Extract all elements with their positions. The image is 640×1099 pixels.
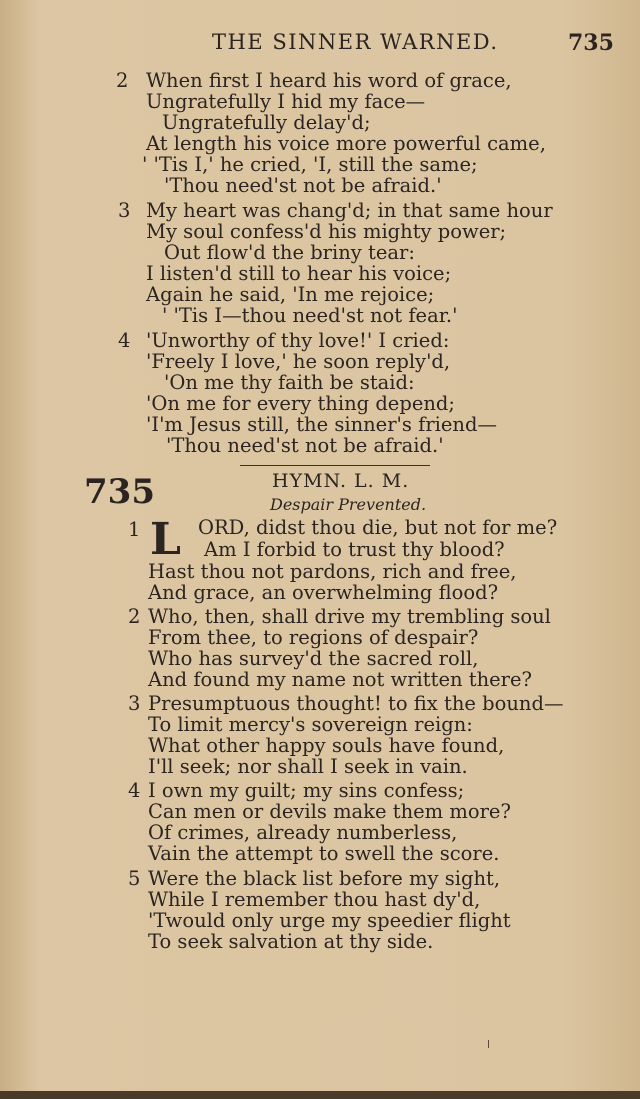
verse-line: To limit mercy's sovereign reign:: [148, 713, 473, 736]
verse-line: Can men or devils make them more?: [148, 800, 511, 823]
hymn-subtitle: Despair Prevented.: [270, 495, 427, 514]
stanza-number: 5: [128, 867, 141, 890]
verse-line: And found my name not written there?: [148, 668, 533, 691]
page-number: 735: [568, 30, 614, 56]
verse-line: 'On me for every thing depend;: [146, 392, 455, 415]
verse-line: Out flow'd the briny tear:: [164, 241, 415, 264]
verse-line: Ungratefully I hid my face—: [146, 90, 426, 113]
hymn-title: HYMN. L. M.: [272, 470, 410, 492]
verse-line: I listen'd still to hear his voice;: [146, 262, 452, 285]
stanza-number: 1: [128, 518, 141, 541]
verse-line: Ungratefully delay'd;: [162, 111, 371, 134]
verse-line: 'Freely I love,' he soon reply'd,: [146, 350, 451, 373]
verse-line: 'On me thy faith be staid:: [164, 371, 415, 394]
verse-line: From thee, to regions of despair?: [148, 626, 479, 649]
running-title: THE SINNER WARNED.: [212, 30, 499, 54]
verse-line: Who has survey'd the sacred roll,: [148, 647, 479, 670]
stanza-number: 2: [128, 605, 141, 628]
stanza-number: 4: [128, 779, 141, 802]
verse-line: 'Twould only urge my speedier flight: [148, 909, 511, 932]
stanza-number: 3: [118, 199, 131, 222]
verse-line: When first I heard his word of grace,: [146, 69, 512, 92]
stanza-number: 4: [118, 329, 131, 352]
verse-line: 'Thou need'st not be afraid.': [166, 434, 444, 457]
verse-line: And grace, an overwhelming flood?: [148, 581, 499, 604]
verse-line: 'Unworthy of thy love!' I cried:: [146, 329, 450, 352]
verse-line: Hast thou not pardons, rich and free,: [148, 560, 517, 583]
print-mark: [488, 1040, 489, 1048]
verse-line: Who, then, shall drive my trembling soul: [148, 605, 551, 628]
drop-cap: L: [150, 514, 181, 565]
verse-line: ORD, didst thou die, but not for me?: [198, 516, 558, 539]
verse-line: Vain the attempt to swell the score.: [148, 842, 500, 865]
verse-line: Again he said, 'In me rejoice;: [146, 283, 435, 306]
page-bottom-edge: [0, 1091, 640, 1099]
stanza-number: 2: [116, 69, 129, 92]
verse-line: My heart was chang'd; in that same hour: [146, 199, 553, 222]
verse-line: Of crimes, already numberless,: [148, 821, 458, 844]
verse-line: Presumptuous thought! to fix the bound—: [148, 692, 564, 715]
verse-line: While I remember thou hast dy'd,: [148, 888, 481, 911]
verse-line: I'll seek; nor shall I seek in vain.: [148, 755, 468, 778]
verse-line: I own my guilt; my sins confess;: [148, 779, 465, 802]
verse-line: At length his voice more powerful came,: [146, 132, 546, 155]
hymn-number: 735: [84, 472, 155, 512]
verse-line: 'Thou need'st not be afraid.': [164, 174, 442, 197]
verse-line: Am I forbid to trust thy blood?: [204, 538, 505, 561]
stanza-number: 3: [128, 692, 141, 715]
verse-line: Were the black list before my sight,: [148, 867, 501, 890]
verse-line: 'I'm Jesus still, the sinner's friend—: [146, 413, 497, 436]
page-header: [0, 30, 640, 60]
verse-line: To seek salvation at thy side.: [148, 930, 434, 953]
section-divider: [240, 465, 430, 466]
verse-line: ' 'Tis I—thou need'st not fear.': [162, 304, 458, 327]
verse-line: What other happy souls have found,: [148, 734, 505, 757]
verse-line: ' 'Tis I,' he cried, 'I, still the same;: [142, 153, 478, 176]
verse-line: My soul confess'd his mighty power;: [146, 220, 507, 243]
